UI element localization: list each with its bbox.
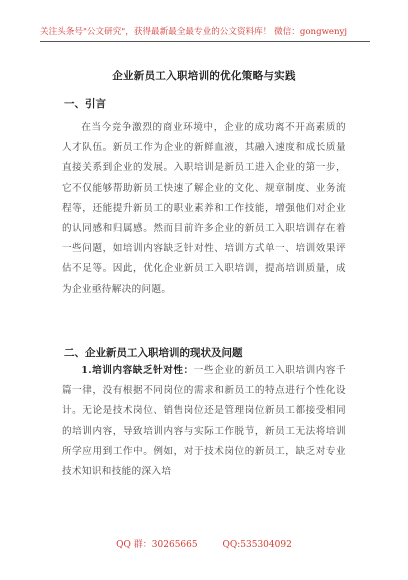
header-banner: 关注头条号"公文研究"，获得最新最全最专业的公文资料库！ 微信：gongwenyj <box>40 27 348 37</box>
header-divider <box>40 41 370 42</box>
problem-item-1-text: 一些企业的新员工入职培训内容千篇一律，没有根据不同岗位的需求和新员工的特点进行个性化设计。无论是技术岗位、销售岗位还是管理岗位新员工都接受相同的培训内容，导致培训内容与实际工作脱节，新员工无法将培训所学应用到工作中。例如，对于技术岗位的新员工，缺乏对专业技术知识和技能的深入培 <box>62 365 347 478</box>
document-title: 企业新员工入职培训的优化策略与实践 <box>112 70 296 82</box>
footer-contact <box>0 537 408 550</box>
section-heading-introduction: 一、引言 <box>64 98 106 110</box>
problem-item-1 <box>62 361 346 482</box>
section-heading-current-status: 二、企业新员工入职培训的现状及问题 <box>64 347 243 359</box>
problem-item-1-lead: 1.培训内容缺乏针对性： <box>81 365 194 376</box>
footer-qq: QQ:535304092 <box>222 540 292 550</box>
introduction-paragraph: 在当今竞争激烈的商业环境中，企业的成功离不开高素质的人才队伍。新员工作为企业的新鲜血液，其融入速度和成长质量直接关系到企业的发展。入职培训是新员工进入企业的第一步，它不仅能够帮助新员工快速了解企业的文化、规章制度、业务流程等，还能提升新员工的职业素养和工作技能，增强他们对企业的认同感和归属感。然而目前许多企业的新员工入职培训存在着一些问题，如培训内容缺乏针对性、培训方式单一、培训效果评估不足等。因此，优化企业新员工入职培训，提高培训质量，成为企业亟待解决的问题。 <box>62 122 346 295</box>
footer-qq-group: QQ 群：30265665 <box>116 540 198 550</box>
